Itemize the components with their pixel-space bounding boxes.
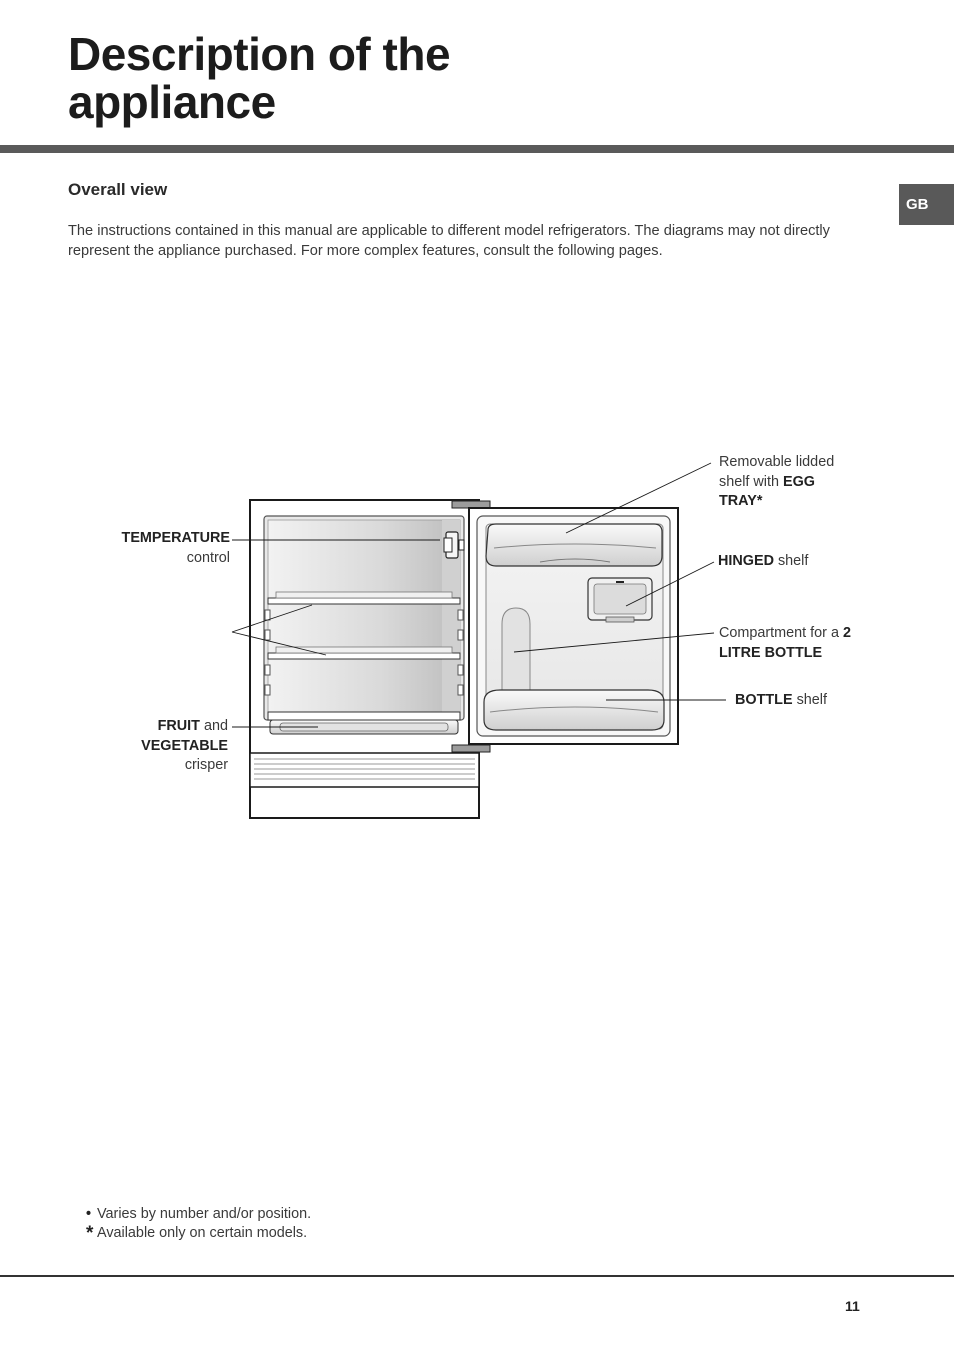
bottle-compartment-label-number: 2 xyxy=(842,625,851,641)
language-tab: GB xyxy=(899,184,954,225)
bottle-compartment-label xyxy=(719,624,869,663)
bullet-marker: • xyxy=(86,1206,92,1222)
bottle-shelf-label-text: shelf xyxy=(796,692,827,708)
egg-tray-asterisk: * xyxy=(756,493,763,509)
page-number: 11 xyxy=(845,1298,860,1314)
temperature-control-label xyxy=(96,529,230,568)
door xyxy=(469,508,678,744)
crisper-drawer xyxy=(268,712,460,734)
footnote-available-text: Available only on certain models. xyxy=(97,1225,308,1241)
fruit-label-and: and xyxy=(203,718,228,734)
egg-tray-label xyxy=(719,453,859,512)
hinged-shelf xyxy=(588,578,652,622)
egg-tray-label-text: Removable lidded shelf with xyxy=(719,454,835,490)
hinged-label-bold: HINGED xyxy=(718,553,774,569)
bottle-shelf xyxy=(484,690,664,730)
egg-tray-shelf xyxy=(486,524,662,566)
glass-shelf-2 xyxy=(268,647,460,659)
bottle-compartment-label-text: Compartment for a xyxy=(719,625,839,641)
page-title-line-2: appliance xyxy=(68,76,276,128)
asterisk-marker: * xyxy=(86,1223,94,1244)
cabinet xyxy=(250,500,490,818)
hinged-shelf-label xyxy=(718,552,808,572)
egg-tray-label-bold: EGG TRAY xyxy=(719,473,815,509)
vegetable-label-bold: VEGETABLE xyxy=(141,737,228,754)
glass-shelf-1 xyxy=(268,592,460,604)
crisper-label-text: crisper xyxy=(184,757,228,773)
fruit-label-bold: FRUIT xyxy=(157,718,200,734)
footnote-available xyxy=(86,1224,311,1243)
bottle-shelf-label-bold: BOTTLE xyxy=(735,692,793,708)
bottle-shelf-label xyxy=(735,691,827,711)
footer-rule xyxy=(0,1275,954,1277)
temperature-label-text: control xyxy=(186,549,230,566)
hinged-label-text: shelf xyxy=(777,553,809,569)
footnote-varies-text: Varies by number and/or position. xyxy=(97,1206,312,1222)
bottle-compartment-label-bold: LITRE BOTTLE xyxy=(719,644,823,661)
bottle-compartment xyxy=(502,608,530,690)
crisper-label xyxy=(96,717,228,776)
temperature-label-bold: TEMPERATURE xyxy=(121,530,230,546)
footnote-varies xyxy=(86,1205,311,1224)
section-heading: Overall view xyxy=(68,180,168,199)
page-title-line-1: Description of the xyxy=(68,28,451,80)
footnotes xyxy=(86,1205,311,1243)
intro-paragraph: The instructions contained in this manual are applicable to different model refrigerators. The diagrams may not directly represent the appliance purchased. For more complex features, consult the following pages. xyxy=(68,223,830,259)
